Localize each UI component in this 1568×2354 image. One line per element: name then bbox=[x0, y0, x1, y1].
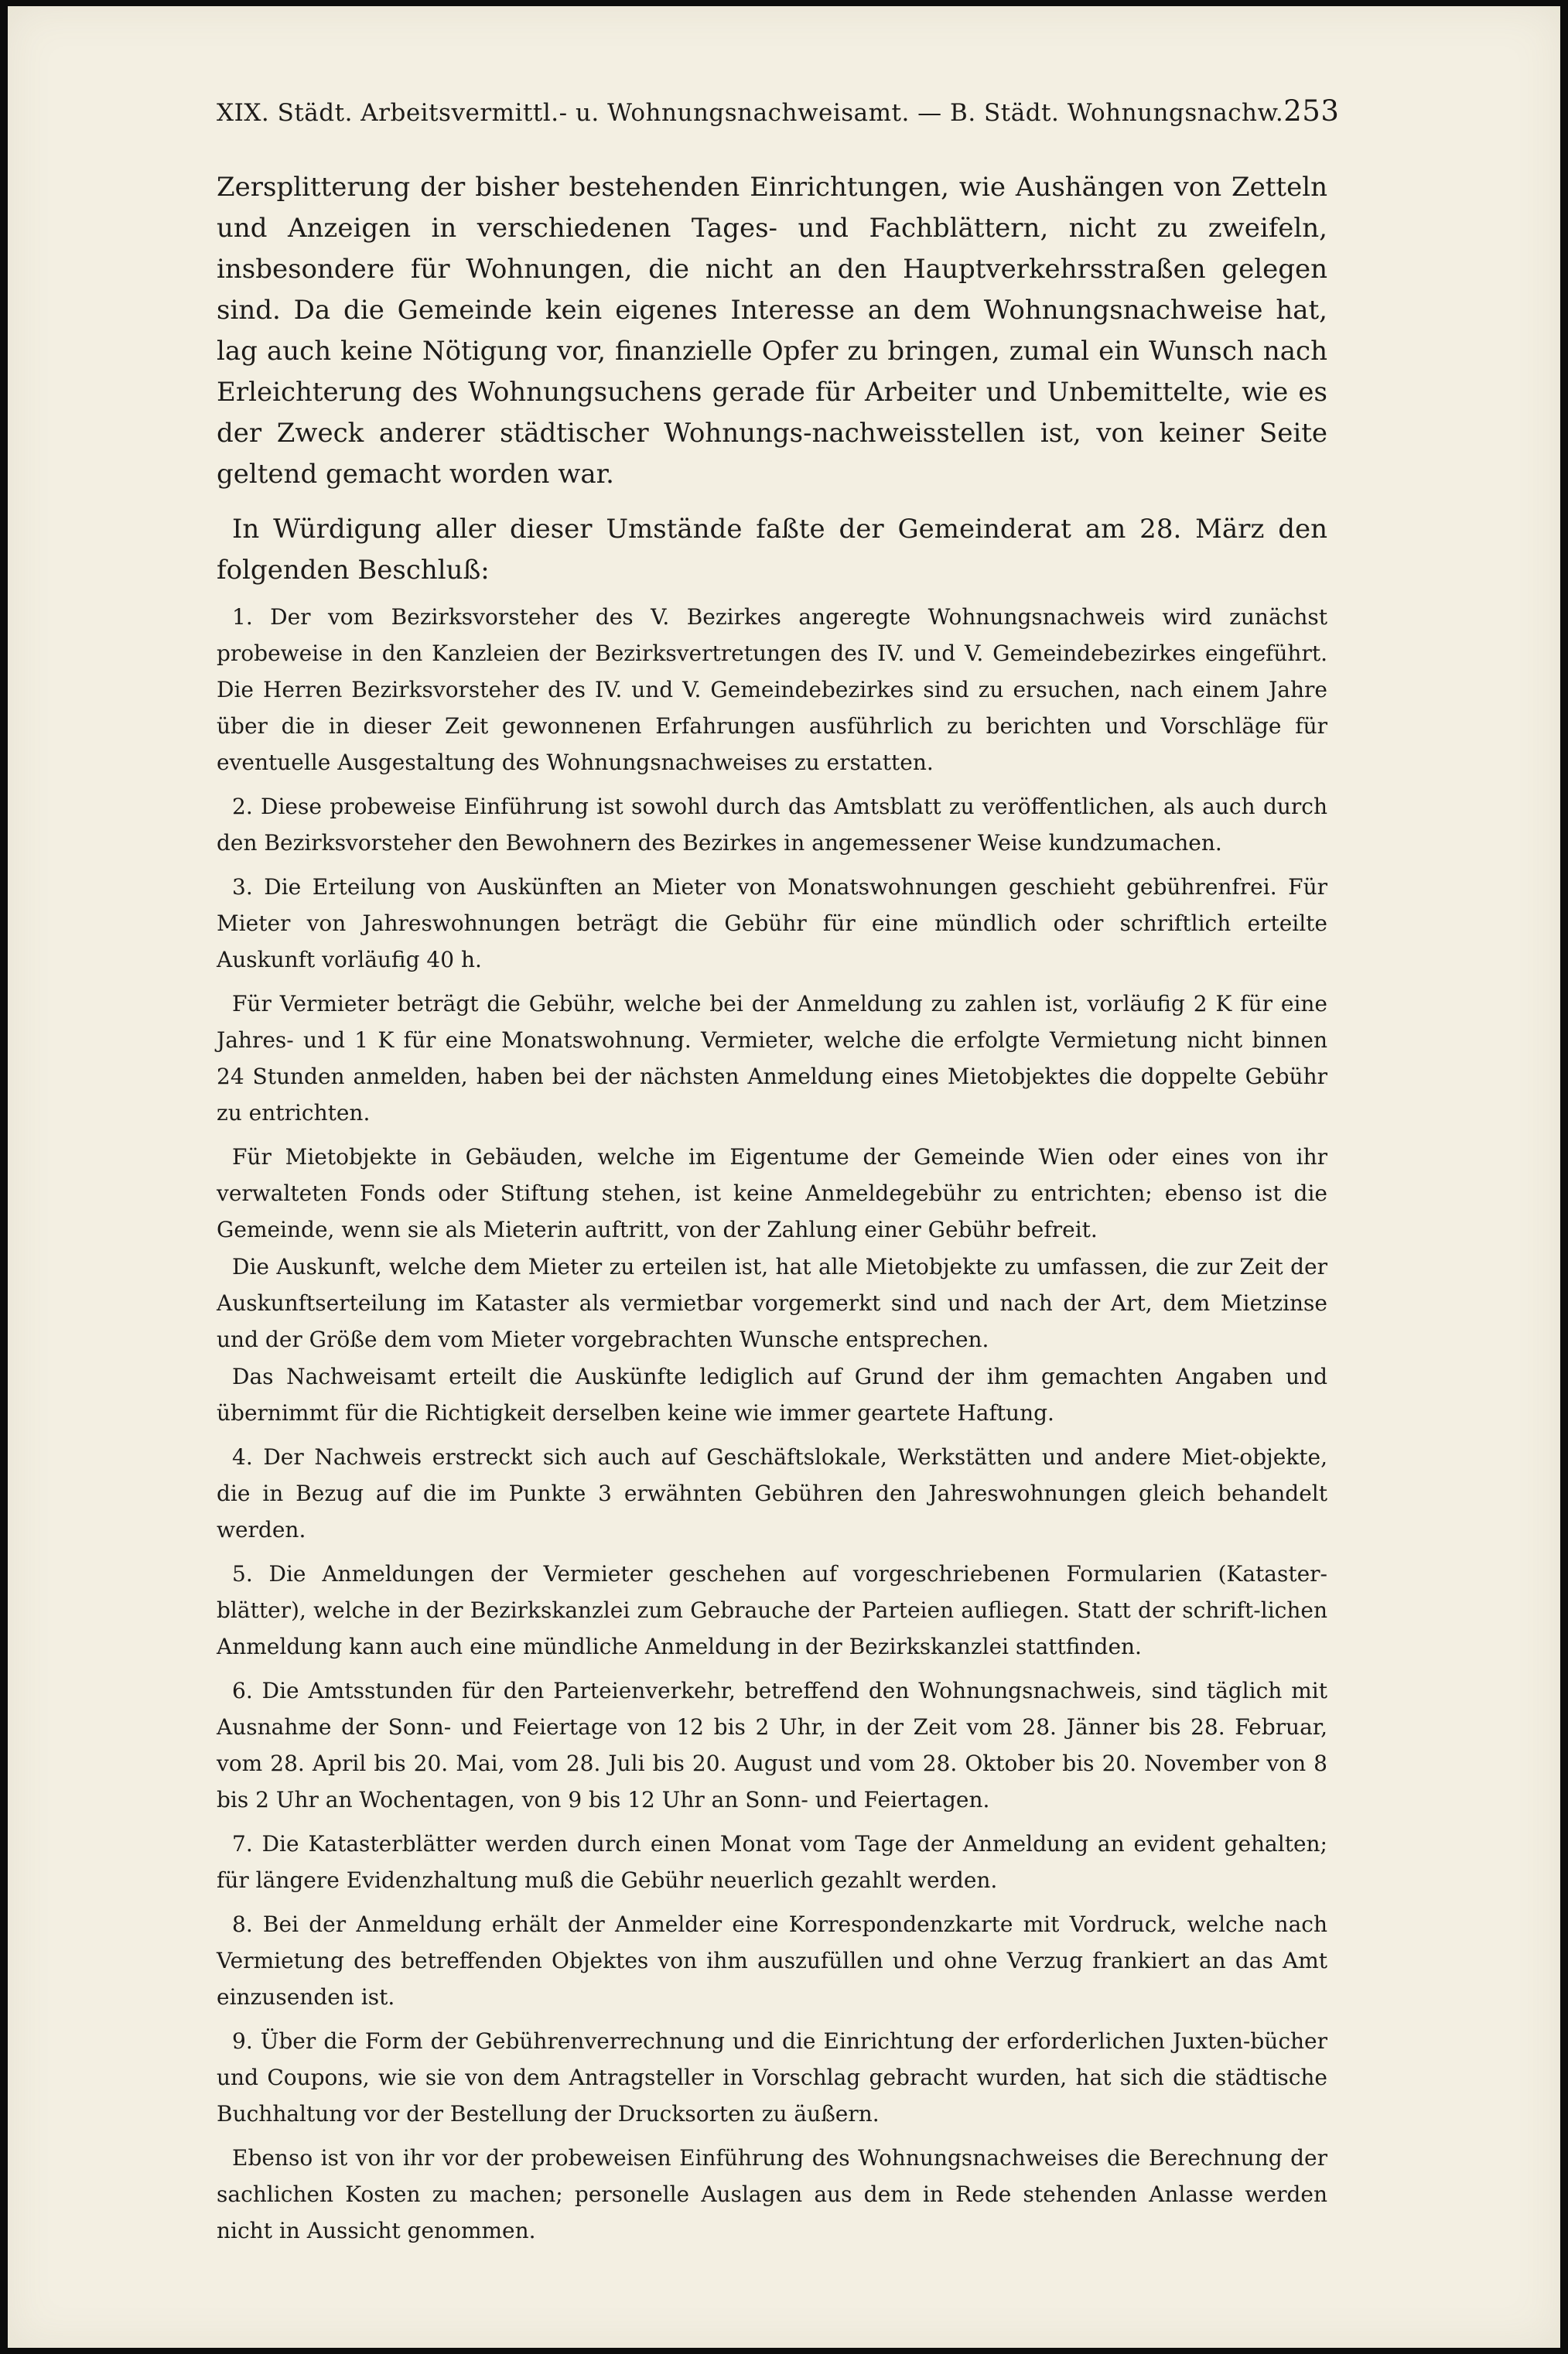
page-number: 253 bbox=[1283, 94, 1340, 128]
resolution-item-4: 4. Der Nachweis erstreckt sich auch auf Geschäftslokale, Werkstätten und andere Miet-objekte, die in Bezug auf die im Punkte 3 erwähnten Gebühren den Jahreswohnungen gleich behandelt werden. bbox=[217, 1444, 1327, 1543]
resolution-item-3-landlord-fees: Für Vermieter beträgt die Gebühr, welche bei der Anmeldung zu zahlen ist, vorläufig 2 K für eine Jahres- und 1 K für eine Monatswohnung. Vermieter, welche die erfolgte Vermietung nicht binnen 24 Stunden anmelden, haben bei der nächsten Anmeldung eines Mietobjektes die doppelte Gebühr zu entrichten. bbox=[217, 991, 1327, 1126]
resolution-item-3-municipal-exemption: Für Mietobjekte in Gebäuden, welche im Eigentume der Gemeinde Wien oder eines von ihr verwalteten Fonds oder Stiftung stehen, ist keine Anmeldegebühr zu entrichten; ebenso ist die Gemeinde, wenn sie als Mieterin auftritt, von der Zahlung einer Gebühr befreit. bbox=[217, 1144, 1327, 1242]
page-content bbox=[8, 6, 1560, 2348]
resolution-item-3-information-scope: Die Auskunft, welche dem Mieter zu erteilen ist, hat alle Mietobjekte zu umfassen, die zur Zeit der Auskunftserteilung im Kataster als vermietbar vorgemerkt sind und nach der Art, dem Mietzinse und der Größe dem vom Mieter vorgebrachten Wunsche entsprechen. bbox=[217, 1254, 1327, 1352]
resolution-closing: Ebenso ist von ihr vor der probeweisen Einführung des Wohnungsnachweises die Berechnung der sachlichen Kosten zu machen; personelle Auslagen aus dem in Rede stehenden Anlasse werden nicht in Aussicht genommen. bbox=[217, 2145, 1327, 2243]
resolution-item-3-liability: Das Nachweisamt erteilt die Auskünfte lediglich auf Grund der ihm gemachten Angaben und übernimmt für die Richtigkeit derselben keine wie immer geartete Haftung. bbox=[217, 1364, 1327, 1426]
running-header bbox=[217, 94, 1340, 141]
body-text bbox=[217, 167, 1327, 2249]
resolution-item-6: 6. Die Amtsstunden für den Parteienverkehr, betreffend den Wohnungsnachweis, sind täglich mit Ausnahme der Sonn- und Feiertage von 12 bis 2 Uhr, in der Zeit vom 28. Jänner bis 28. Februar, vom 28. April bis 20. Mai, vom 28. Juli bis 20. August und vom 28. Oktober bis 20. November von 8 bis 2 Uhr an Wochentagen, von 9 bis 12 Uhr an Sonn- und Feiertagen. bbox=[217, 1678, 1327, 1812]
resolution-item-3: 3. Die Erteilung von Auskünften an Mieter von Monatswohnungen geschieht gebührenfrei. Für Mieter von Jahreswohnungen beträgt die Gebühr für eine mündlich oder schriftlich erteilte Auskunft vorläufig 40 h. bbox=[217, 874, 1327, 972]
resolution-item-7: 7. Die Katasterblätter werden durch einen Monat vom Tage der Anmeldung an evident gehalten; für längere Evidenzhaltung muß die Gebühr neuerlich gezahlt werden. bbox=[217, 1831, 1327, 1893]
resolution-item-8: 8. Bei der Anmeldung erhält der Anmelder eine Korrespondenzkarte mit Vordruck, welche nach Vermietung des betreffenden Objektes von ihm auszufüllen und ohne Verzug frankiert an das Amt einzusenden ist. bbox=[217, 1912, 1327, 2010]
paragraph-intro: Zersplitterung der bisher bestehenden Einrichtungen, wie Aushängen von Zetteln und Anzeigen in verschiedenen Tages- und Fachblättern, nicht zu zweifeln, insbesondere für Wohnungen, die nicht an den Hauptverkehrsstraßen gelegen sind. Da die Gemeinde kein eigenes Interesse an dem Wohnungsnachweise hat, lag auch keine Nötigung vor, finanzielle Opfer zu bringen, zumal ein Wunsch nach Erleichterung des Wohnungsuchens gerade für Arbeiter und Unbemittelte, wie es der Zweck anderer städtischer Wohnungs-nachweisstellen ist, von keiner Seite geltend gemacht worden war. bbox=[217, 172, 1327, 490]
resolution-item-9: 9. Über die Form der Gebührenverrechnung und die Einrichtung der erforderlichen Juxten-bücher und Coupons, wie sie von dem Antragsteller in Vorschlag gebracht wurden, hat sich die städtische Buchhaltung vor der Bestellung der Drucksorten zu äußern. bbox=[217, 2028, 1327, 2127]
running-title: XIX. Städt. Arbeitsvermittl.- u. Wohnungsnachweisamt. — B. Städt. Wohnungsnachw. bbox=[217, 99, 1284, 127]
resolution-item-5: 5. Die Anmeldungen der Vermieter geschehen auf vorgeschriebenen Formularien (Kataster-blätter), welche in der Bezirkskanzlei zum Gebrauche der Parteien aufliegen. Statt der schrift-lichen Anmeldung kann auch eine mündliche Anmeldung in der Bezirkskanzlei stattfinden. bbox=[217, 1561, 1327, 1659]
document-page bbox=[8, 6, 1560, 2348]
resolution-item-1: 1. Der vom Bezirksvorsteher des V. Bezirkes angeregte Wohnungsnachweis wird zunächst probeweise in den Kanzleien der Bezirksvertretungen des IV. und V. Gemeindebezirkes eingeführt. Die Herren Bezirksvorsteher des IV. und V. Gemeindebezirkes sind zu ersuchen, nach einem Jahre über die in dieser Zeit gewonnenen Erfahrungen ausführlich zu berichten und Vorschläge für eventuelle Ausgestaltung des Wohnungsnachweises zu erstatten. bbox=[217, 604, 1327, 775]
paragraph-resolution-intro: In Würdigung aller dieser Umstände faßte der Gemeinderat am 28. März den folgenden Beschluß: bbox=[217, 514, 1327, 586]
resolution-item-2: 2. Diese probeweise Einführung ist sowohl durch das Amtsblatt zu veröffentlichen, als auch durch den Bezirksvorsteher den Bewohnern des Bezirkes in angemessener Weise kundzumachen. bbox=[217, 794, 1327, 856]
